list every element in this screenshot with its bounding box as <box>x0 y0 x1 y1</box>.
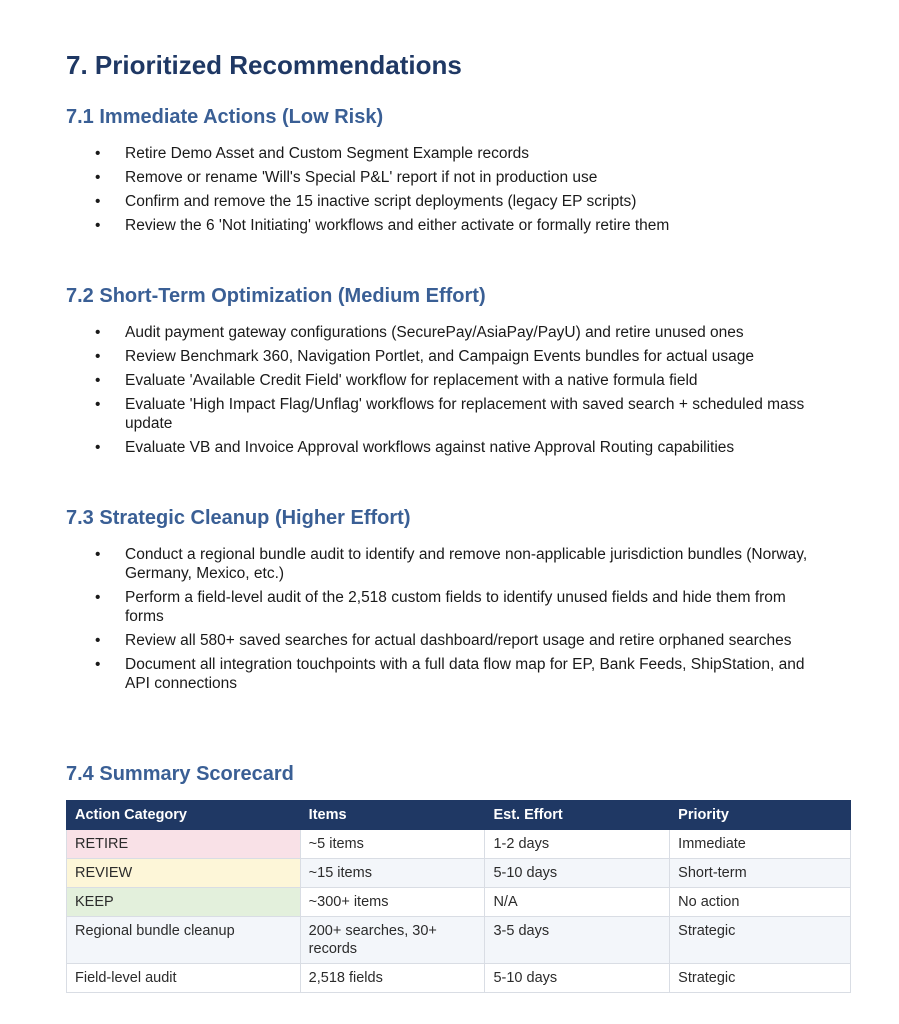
list-item-text: Audit payment gateway configurations (SecurePay/AsiaPay/PayU) and retire unused ones <box>125 324 744 341</box>
table-cell: Strategic <box>670 917 851 964</box>
table-cell: Regional bundle cleanup <box>67 917 301 964</box>
list-item <box>66 631 826 650</box>
table-row <box>67 859 851 888</box>
bullet-icon: • <box>95 656 101 673</box>
list-item <box>66 395 826 433</box>
page-title: 7. Prioritized Recommendations <box>66 50 462 80</box>
list-item <box>66 144 826 163</box>
table-cell: ~5 items <box>300 830 485 859</box>
table-cell: 1-2 days <box>485 830 670 859</box>
bullet-icon: • <box>95 193 101 210</box>
table-cell: 5-10 days <box>485 964 670 993</box>
table-cell: Immediate <box>670 830 851 859</box>
section-heading-7-2: 7.2 Short-Term Optimization (Medium Effort) <box>66 285 486 307</box>
table-cell: ~15 items <box>300 859 485 888</box>
list-item <box>66 371 826 390</box>
bullet-list-7-2 <box>66 323 826 462</box>
section-heading-7-3: 7.3 Strategic Cleanup (Higher Effort) <box>66 507 411 529</box>
table-cell: 3-5 days <box>485 917 670 964</box>
table-cell: Field-level audit <box>67 964 301 993</box>
list-item-text: Review Benchmark 360, Navigation Portlet, and Campaign Events bundles for actual usage <box>125 348 754 365</box>
column-header: Est. Effort <box>485 801 670 830</box>
table-cell: N/A <box>485 888 670 917</box>
list-item <box>66 192 826 211</box>
table-row <box>67 917 851 964</box>
table-header-row <box>67 801 851 830</box>
column-header: Priority <box>670 801 851 830</box>
list-item <box>66 545 826 583</box>
list-item-text: Perform a field-level audit of the 2,518 custom fields to identify unused fields and hide them from forms <box>125 589 786 625</box>
bullet-list-7-3 <box>66 545 826 698</box>
column-header: Action Category <box>67 801 301 830</box>
table-cell: ~300+ items <box>300 888 485 917</box>
list-item <box>66 347 826 366</box>
list-item <box>66 655 826 693</box>
list-item <box>66 216 826 235</box>
section-heading-7-1: 7.1 Immediate Actions (Low Risk) <box>66 106 384 128</box>
list-item-text: Confirm and remove the 15 inactive script deployments (legacy EP scripts) <box>125 193 637 210</box>
bullet-icon: • <box>95 348 101 365</box>
list-item-text: Evaluate VB and Invoice Approval workflows against native Approval Routing capabilities <box>125 439 735 456</box>
table-cell: Strategic <box>670 964 851 993</box>
category-cell-keep: KEEP <box>67 888 301 917</box>
bullet-icon: • <box>95 217 101 234</box>
bullet-icon: • <box>95 546 101 563</box>
table-cell: 2,518 fields <box>300 964 485 993</box>
table-cell: Short-term <box>670 859 851 888</box>
list-item-text: Remove or rename 'Will's Special P&L' report if not in production use <box>125 169 598 186</box>
list-item-text: Review the 6 'Not Initiating' workflows and either activate or formally retire them <box>125 217 670 234</box>
list-item-text: Retire Demo Asset and Custom Segment Example records <box>125 145 530 162</box>
table-cell: 5-10 days <box>485 859 670 888</box>
bullet-list-7-1 <box>66 144 826 240</box>
section-heading-7-4: 7.4 Summary Scorecard <box>66 763 294 785</box>
bullet-icon: • <box>95 396 101 413</box>
list-item-text: Evaluate 'Available Credit Field' workflow for replacement with a native formula field <box>125 372 698 389</box>
list-item <box>66 323 826 342</box>
bullet-icon: • <box>95 145 101 162</box>
category-cell-retire: RETIRE <box>67 830 301 859</box>
list-item <box>66 438 826 457</box>
bullet-icon: • <box>95 589 101 606</box>
summary-scorecard-table <box>66 800 851 993</box>
table-cell: 200+ searches, 30+ records <box>300 917 485 964</box>
list-item <box>66 588 826 626</box>
bullet-icon: • <box>95 439 101 456</box>
list-item-text: Conduct a regional bundle audit to identify and remove non-applicable jurisdiction bundles (Norway, Germany, Mexico, etc.) <box>125 546 808 582</box>
bullet-icon: • <box>95 372 101 389</box>
table-row <box>67 964 851 993</box>
table-cell: No action <box>670 888 851 917</box>
column-header: Items <box>300 801 485 830</box>
table-row <box>67 830 851 859</box>
category-cell-review: REVIEW <box>67 859 301 888</box>
bullet-icon: • <box>95 632 101 649</box>
list-item-text: Review all 580+ saved searches for actual dashboard/report usage and retire orphaned searches <box>125 632 792 649</box>
list-item-text: Document all integration touchpoints with a full data flow map for EP, Bank Feeds, ShipStation, and API connections <box>125 656 805 692</box>
list-item-text: Evaluate 'High Impact Flag/Unflag' workflows for replacement with saved search + scheduled mass update <box>125 396 805 432</box>
list-item <box>66 168 826 187</box>
table-row <box>67 888 851 917</box>
bullet-icon: • <box>95 169 101 186</box>
bullet-icon: • <box>95 324 101 341</box>
